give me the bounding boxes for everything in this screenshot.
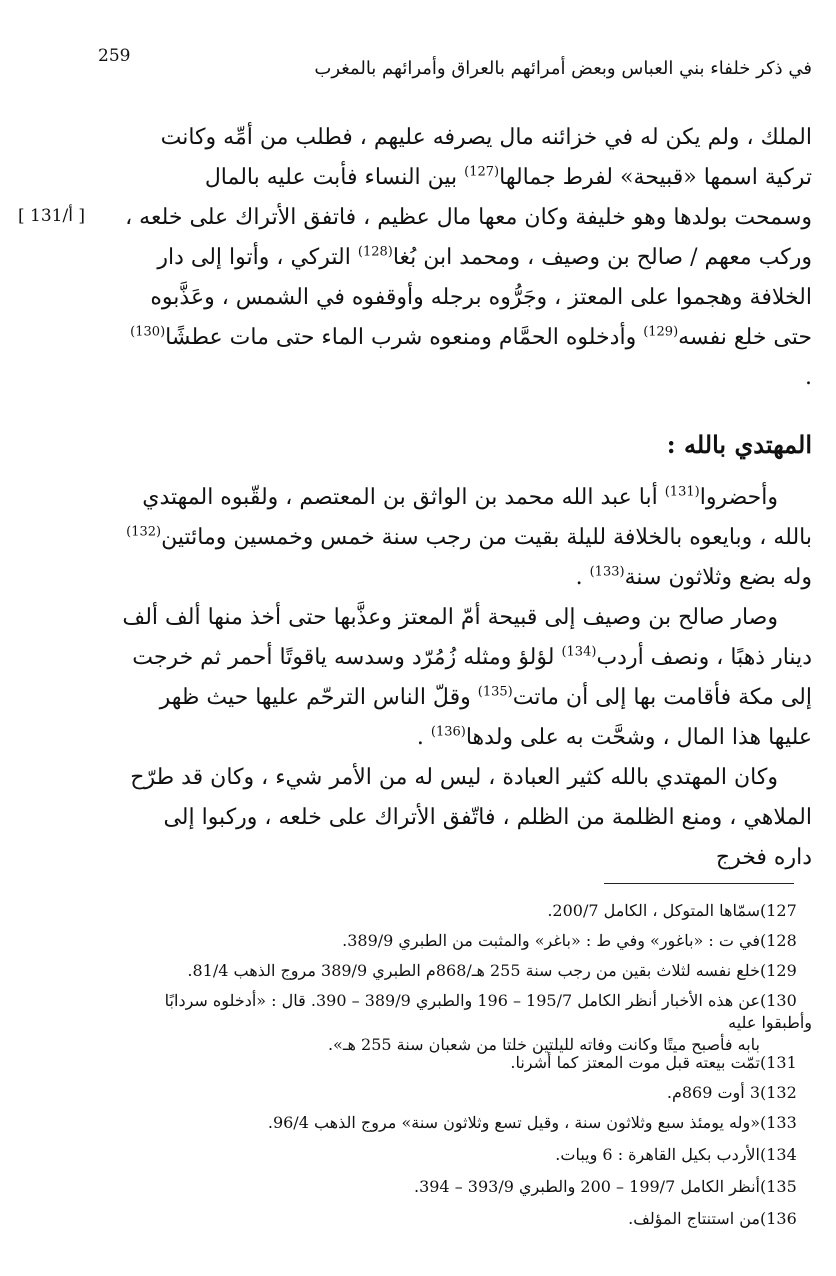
footnote-136	[112, 1208, 812, 1230]
footnote-132	[112, 1082, 812, 1104]
footnote-text: تمّت بيعته قبل موت المعتز كما أشرنا.	[510, 1053, 760, 1072]
text-segment: .	[805, 365, 812, 390]
text-segment: ذهبًا ، ونصف أردب	[596, 645, 766, 670]
text-segment: عطشًا	[165, 325, 223, 350]
text-segment: وأدخلوه الحمَّام ومنعوه شرب الماء حتى مات	[229, 325, 644, 350]
text-segment: الشمس ، وعَذَّبوه حتى خلع نفسه	[150, 285, 812, 350]
footnote-marker: (134)	[561, 644, 597, 660]
text-segment: بين النساء فأبت عليه بالمال وسمحت بولدها وهو خليفة وكان	[204, 165, 812, 230]
footnote-text: 3 أوت 869م.	[666, 1083, 760, 1102]
text-line: وكان المهتدي بالله كثير العبادة ، ليس له من الأمر شيء ، وكان قد طرّح	[130, 765, 778, 790]
footnote-marker: (136)	[430, 724, 466, 740]
footnote-128	[112, 930, 812, 952]
paragraph-3	[122, 598, 812, 758]
footnote-text: أنظر الكامل 199/7 – 200 والطبري 393/9 – 394.	[413, 1177, 760, 1196]
footnote-number: (131	[760, 1053, 797, 1072]
text-segment: أبا عبد الله محمد بن الواثق بن المعتصم ، ولقّبوه المهتدي بالله ،	[142, 485, 812, 550]
footnote-marker: (131)	[664, 484, 700, 500]
footnote-number: (133	[760, 1113, 797, 1132]
text-segment: ابن بُغا	[392, 245, 453, 270]
footnote-number: (130	[760, 991, 797, 1010]
footnote-marker: (129)	[643, 324, 679, 340]
section-heading: المهتدي بالله :	[666, 430, 812, 459]
footnote-number: (128	[760, 931, 797, 950]
footnote-131	[112, 1052, 812, 1074]
footnote-134	[112, 1144, 812, 1166]
footnote-text: «وله يومئذ سبع وثلاثون سنة ، وقيل تسع وثلاثون سنة» مروج الذهب 96/4.	[267, 1113, 760, 1132]
text-segment: التركي ، وأتوا إلى دار الخلافة وهجموا على المعتز ، وجَرُّوه برجله وأوقفوه في	[157, 245, 812, 310]
page-number: 259	[98, 46, 131, 66]
text-line: الملك ، ولم يكن له في خزائنه مال يصرفه عليهم ، فطلب من أمِّه وكانت تركية اسمها	[160, 125, 812, 190]
text-segment: وأحضروا	[699, 485, 778, 510]
footnote-separator	[604, 883, 794, 884]
paragraph-1	[122, 118, 812, 398]
footnote-133	[112, 1112, 812, 1134]
footnote-130	[112, 990, 812, 1056]
footnote-number: (129	[760, 961, 797, 980]
footnote-text: عن هذه الأخبار أنظر الكامل 195/7 – 196 والطبري 389/9 – 390. قال : «أدخلوه سردابًا وأطبقوا عليه	[164, 991, 812, 1032]
text-line: وصار صالح بن وصيف إلى قبيحة أمّ المعتز وعذَّبها حتى أخذ منها ألف ألف دينار	[122, 605, 812, 670]
footnote-number: (127	[760, 901, 797, 920]
footnote-marker: (132)	[126, 524, 162, 540]
footnote-text: من استنتاج المؤلف.	[628, 1209, 760, 1228]
footnote-number: (132	[760, 1083, 797, 1102]
text-segment: وشحَّت به على ولدها	[465, 725, 656, 750]
paragraph-4	[122, 758, 812, 878]
footnote-129	[112, 960, 812, 982]
margin-folio-reference: [ 131/أ ]	[18, 206, 85, 226]
footnote-marker: (130)	[130, 324, 166, 340]
footnote-text: في ت : «باغور» وفي ط : «باغر» والمثبت من الطبري 389/9.	[342, 931, 760, 950]
text-segment: وله بضع	[738, 565, 812, 590]
footnote-number: (136	[760, 1209, 797, 1228]
text-segment: .	[416, 725, 431, 750]
text-segment: .	[575, 565, 590, 590]
footnote-text-continued: بابه فأصبح ميتًا وكانت وفاته لليلتين خلتا من شعبان سنة 255 هـ».	[327, 1035, 760, 1054]
footnote-number: (134	[760, 1145, 797, 1164]
text-segment: لؤلؤ ومثله زُمُرّد وسدسه ياقوتًا أحمر ثم خرجت إلى مكة	[132, 645, 812, 710]
text-segment: فأقامت بها إلى أن ماتت	[512, 685, 732, 710]
running-header: في ذكر خلفاء بني العباس وبعض أمرائهم بالعراق وأمرائهم بالمغرب	[314, 58, 812, 79]
text-segment: وثلاثون سنة	[624, 565, 732, 590]
footnote-text: الأردب بكيل القاهرة : 6 ويبات.	[555, 1145, 760, 1164]
footnote-marker: (135)	[477, 684, 513, 700]
footnote-marker: (128)	[357, 244, 393, 260]
text-segment: «قبيحة» لفرط جمالها	[499, 165, 697, 190]
footnote-127	[112, 900, 812, 922]
text-segment: وقلّ الناس الترحّم عليها حيث ظهر عليها هذا المال ،	[159, 685, 812, 750]
paragraph-2	[122, 478, 812, 598]
footnote-135	[112, 1176, 812, 1198]
footnote-marker: (127)	[464, 164, 500, 180]
footnote-marker: (133)	[589, 564, 625, 580]
text-line: معها مال عظيم ، فاتفق الأتراك على خلعه ، وركب معهم / صالح بن وصيف ، ومحمد	[125, 205, 812, 270]
text-segment: وبايعوه بالخلافة لليلة بقيت من رجب سنة خمس وخمسين ومائتين	[161, 525, 753, 550]
footnote-number: (135	[760, 1177, 797, 1196]
text-line: الملاهي ، ومنع الظلمة من الظلم ، فاتّفق الأتراك على خلعه ، وركبوا إلى داره فخرج	[163, 805, 812, 870]
footnote-text: سمّاها المتوكل ، الكامل 200/7.	[547, 901, 760, 920]
footnote-text: خلع نفسه لثلاث بقين من رجب سنة 255 هـ/868م الطبري 389/9 مروج الذهب 81/4.	[187, 961, 760, 980]
